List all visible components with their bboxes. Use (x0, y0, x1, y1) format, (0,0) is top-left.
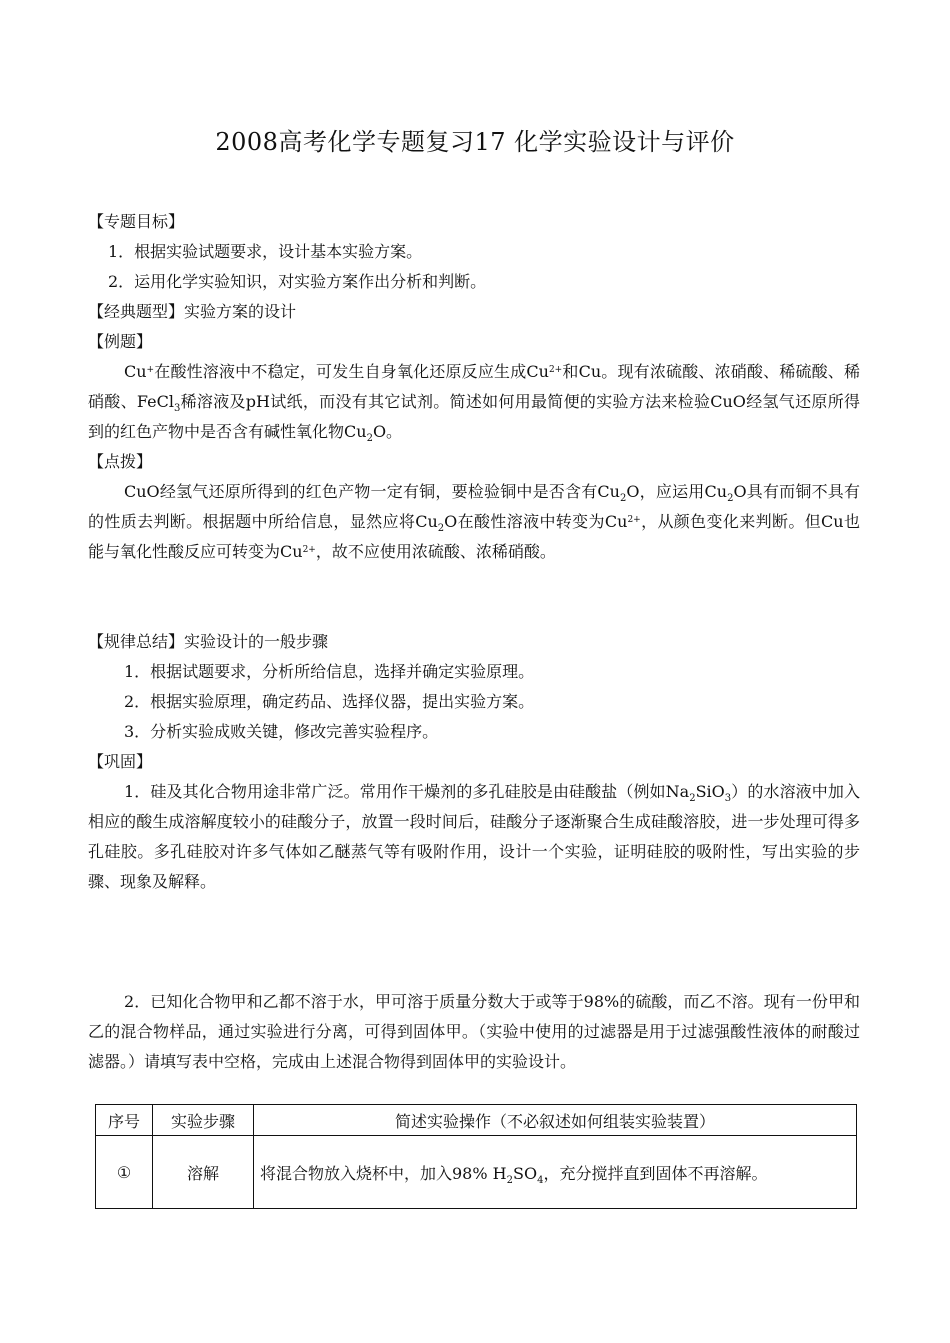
rules-heading: 【规律总结】 (88, 632, 185, 651)
rule-item-2: 2．根据实验原理，确定药品、选择仪器，提出实验方案。 (124, 692, 535, 711)
spacer (88, 567, 860, 627)
example-heading: 【例题】 (88, 332, 153, 351)
formula-sub: 3 (724, 793, 732, 804)
table-row (96, 1136, 857, 1209)
formula-sub: 2 (366, 433, 373, 444)
header-number: 序号 (96, 1105, 153, 1136)
experiment-table (95, 1104, 857, 1209)
example-paragraph (88, 357, 860, 447)
formula-sub: 2 (506, 1174, 513, 1186)
hint-paragraph (88, 477, 860, 567)
goals-heading: 【专题目标】 (88, 212, 185, 231)
goal-item-1: 1．根据实验试题要求，设计基本实验方案。 (108, 242, 423, 261)
cell-operation (254, 1136, 857, 1209)
question-text: 1．硅及其化合物用途非常广泛。常用作干燥剂的多孔硅胶是由硅酸盐（例如Na (124, 782, 690, 801)
rules-text: 实验设计的一般步骤 (184, 632, 329, 651)
classic-type-line (88, 297, 860, 327)
formula-sub: 2 (619, 493, 627, 504)
header-step: 实验步骤 (153, 1105, 254, 1136)
formula-sub: 3 (173, 403, 181, 414)
classic-heading: 【经典题型】 (88, 302, 185, 321)
example-text: Cu (124, 362, 147, 381)
document-body (88, 207, 860, 1077)
hint-text: O，应运用Cu (626, 482, 728, 501)
formula-sub: 4 (537, 1174, 544, 1186)
charge-sup: 2+ (627, 515, 641, 525)
hint-text: ，故不应使用浓硫酸、浓稀硝酸。 (315, 542, 556, 561)
cell-number: ① (96, 1136, 153, 1209)
charge-sup: 2+ (302, 545, 316, 555)
formula-sub: 2 (437, 523, 445, 534)
charge-sup: 2+ (548, 365, 563, 375)
hint-heading: 【点拨】 (88, 452, 153, 471)
hint-text: ，从颜色变化来判断。但Cu也能与氧化性酸反应可转变为Cu (88, 512, 860, 561)
spacer (88, 897, 860, 987)
hint-text: CuO经氢气还原所得到的红色产物一定有铜，要检验铜中是否含有Cu (124, 482, 620, 501)
goal-item-2: 2．运用化学实验知识，对实验方案作出分析和判断。 (108, 272, 487, 291)
question-text: ）的水溶液中加入相应的酸生成溶解度较小的硅酸分子，放置一段时间后，硅酸分子逐渐聚合生成硅酸溶胶，进一步处理可得多孔硅胶。多孔硅胶对许多气体如乙醚蒸气等有吸附作用，设计一个实验，证明硅胶的吸附性，写出实验的步骤、现象及解释。 (88, 782, 860, 891)
hint-text: O具有而铜不具有的性质去判断。根据题中所给信息，显然应将Cu (88, 482, 860, 531)
hint-text: O在酸性溶液中转变为Cu (444, 512, 628, 531)
question-text: SiO (695, 782, 725, 801)
rules-line (88, 627, 860, 657)
consolidate-heading: 【巩固】 (88, 752, 153, 771)
operation-text: 将混合物放入烧杯中，加入98% H (260, 1163, 507, 1183)
operation-text: ，充分搅拌直到固体不再溶解。 (543, 1163, 768, 1183)
classic-text: 实验方案的设计 (184, 302, 297, 321)
example-text: 和Cu。现有浓硫酸、浓硝酸、稀硫酸、稀硝酸、FeCl (88, 362, 860, 411)
question-2: 2．已知化合物甲和乙都不溶于水，甲可溶于质量分数大于或等于98%的硫酸，而乙不溶。现有一份甲和乙的混合物样品，通过实验进行分离，可得到固体甲。（实验中使用的过滤器是用于过滤强酸性液体的耐酸过滤器。）请填写表中空格，完成由上述混合物得到固体甲的实验设计。 (88, 992, 860, 1071)
operation-text: SO (512, 1163, 538, 1183)
table-header-row (96, 1105, 857, 1136)
page-title: 2008高考化学专题复习17 化学实验设计与评价 (215, 128, 735, 156)
rule-item-1: 1．根据试题要求，分析所给信息，选择并确定实验原理。 (124, 662, 535, 681)
formula-sub: 2 (689, 793, 696, 804)
cell-step: 溶解 (153, 1136, 254, 1209)
rule-item-3: 3．分析实验成败关键，修改完善实验程序。 (124, 722, 439, 741)
header-operation: 简述实验操作（不必叙述如何组装实验装置） (254, 1105, 857, 1136)
example-text: 在酸性溶液中不稳定，可发生自身氧化还原反应生成Cu (154, 362, 549, 381)
charge-sup: + (146, 365, 155, 375)
question-1 (88, 777, 860, 897)
example-text: O。 (372, 422, 403, 441)
example-text: 稀溶液及pH试纸，而没有其它试剂。简述如何用最简便的实验方法来检验CuO经氢气还原所得到的红色产物中是否含有碱性氧化物Cu (88, 392, 860, 441)
formula-sub: 2 (727, 493, 734, 504)
